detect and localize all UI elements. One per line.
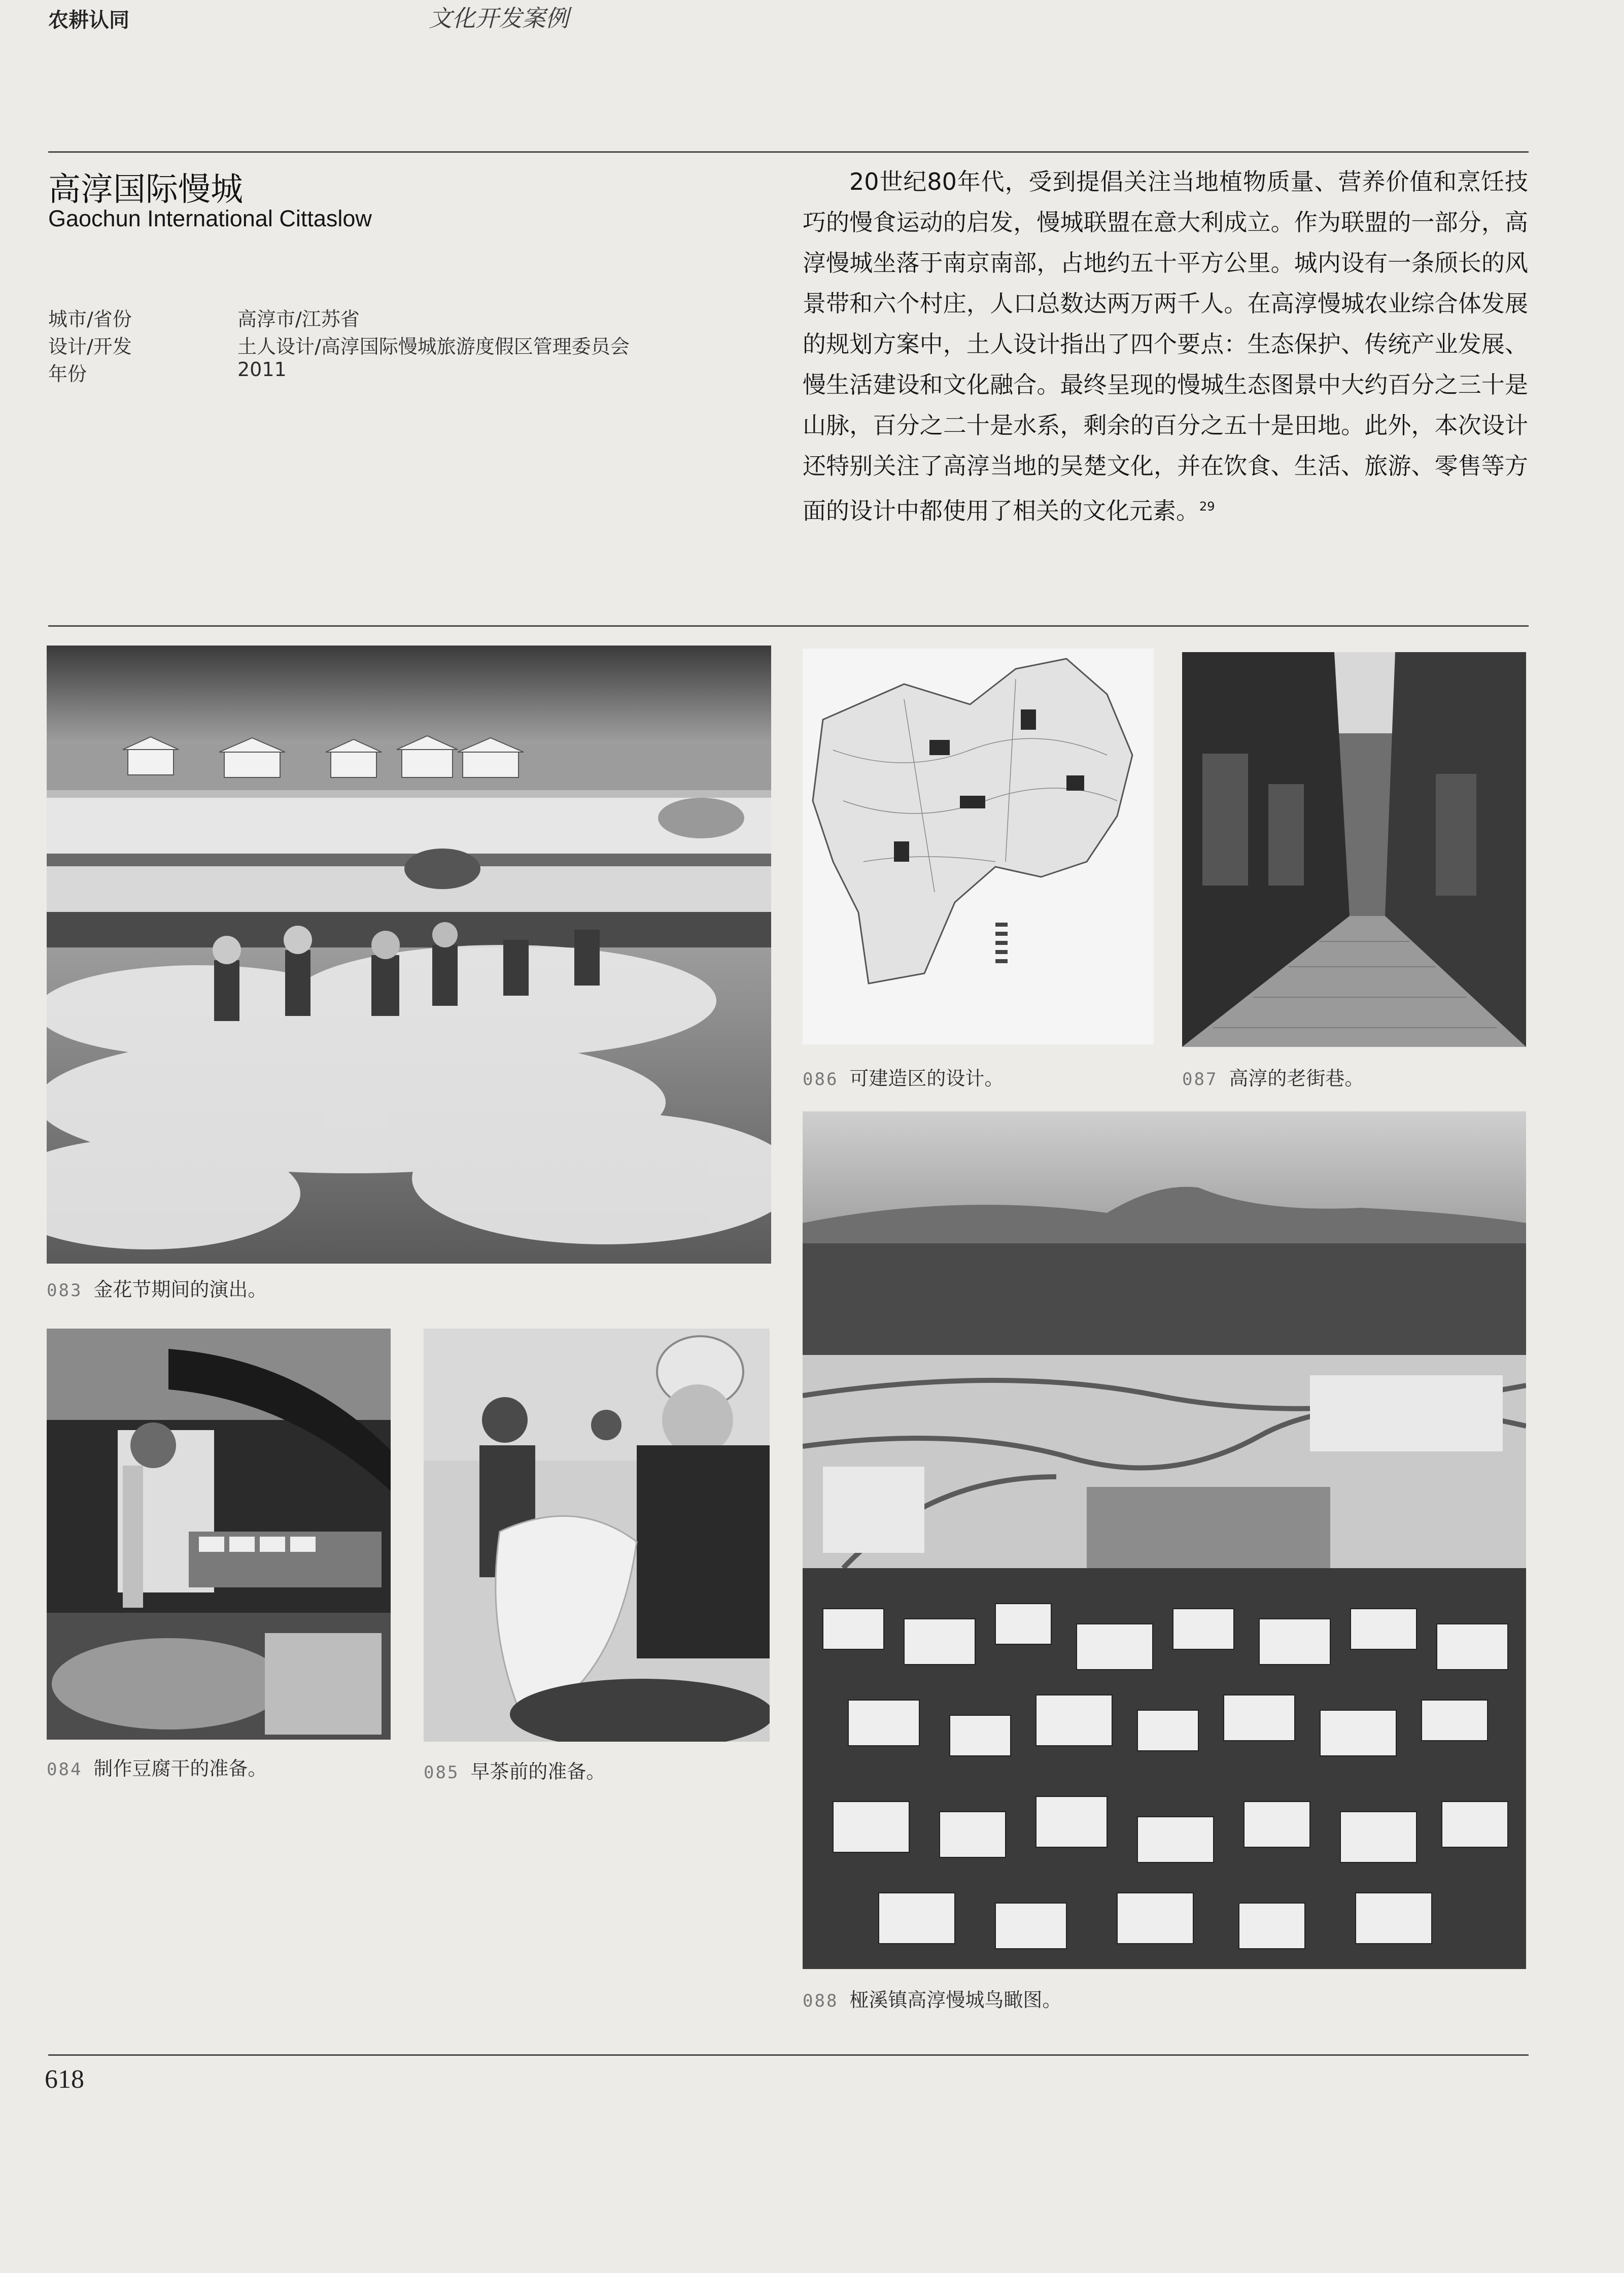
- caption-084: [47, 1753, 267, 1781]
- caption-number: 086: [803, 1069, 839, 1090]
- caption-085: [424, 1756, 605, 1784]
- photo-golden-flower-festival: [47, 646, 771, 1264]
- caption-text: 可建造区的设计。: [849, 1067, 1004, 1090]
- footnote-ref: 29: [1199, 499, 1215, 514]
- page-number: 618: [45, 2065, 84, 2094]
- caption-086: [803, 1063, 1004, 1091]
- section-title: 文化开发案例: [429, 5, 569, 32]
- caption-083: [47, 1274, 267, 1302]
- map-buildable-area-design: [803, 649, 1154, 1044]
- photo-aerial-view-yaxi: [803, 1111, 1526, 1969]
- caption-number: 083: [47, 1280, 83, 1301]
- meta-label-city: 城市/省份: [48, 308, 132, 330]
- caption-text: 早茶前的准备。: [470, 1760, 606, 1783]
- meta-value-city: 高淳市/江苏省: [237, 308, 360, 330]
- caption-text: 高淳的老街巷。: [1229, 1067, 1364, 1090]
- project-description: [803, 161, 1528, 531]
- meta-label-designer: 设计/开发: [48, 335, 132, 358]
- project-title-en: Gaochun International Cittaslow: [48, 206, 372, 231]
- project-title-cn: 高淳国际慢城: [48, 171, 243, 209]
- description-text: 20世纪80年代，受到提倡关注当地植物质量、营养价值和烹饪技巧的慢食运动的启发，慢城联盟在意大利成立。作为联盟的一部分，高淳慢城坐落于南京南部，占地约五十平方公里。城内设有一条颀长的风景带和六个村庄，人口总数达两万两千人。在高淳慢城农业综合体发展的规划方案中，土人设计指出了四个要点：生态保护、传统产业发展、慢生活建设和文化融合。最终呈现的慢城生态图景中大约百分之三十是山脉，百分之二十是水系，剩余的百分之五十是田地。此外，本次设计还特别关注了高淳当地的吴楚文化，并在饮食、生活、旅游、零售等方面的设计中都使用了相关的文化元素。: [803, 168, 1528, 525]
- caption-number: 087: [1182, 1069, 1218, 1090]
- meta-value-year: 2011: [237, 358, 287, 381]
- footer-divider: [48, 2054, 1529, 2056]
- meta-value-designer: 土人设计/高淳国际慢城旅游度假区管理委员会: [237, 335, 630, 358]
- caption-text: 桠溪镇高淳慢城鸟瞰图。: [849, 1989, 1062, 2011]
- caption-text: 金花节期间的演出。: [93, 1278, 267, 1301]
- caption-number: 084: [47, 1759, 83, 1780]
- photo-tofu-preparation: [47, 1329, 391, 1740]
- photo-morning-tea-preparation: [424, 1329, 770, 1742]
- top-divider: [48, 151, 1529, 153]
- book-title: 农耕认同: [48, 9, 129, 32]
- caption-number: 085: [424, 1762, 460, 1783]
- meta-label-year: 年份: [48, 363, 87, 385]
- section-divider: [48, 625, 1529, 627]
- caption-number: 088: [803, 1991, 839, 2011]
- caption-text: 制作豆腐干的准备。: [93, 1757, 267, 1780]
- caption-088: [803, 1984, 1061, 2012]
- caption-087: [1182, 1063, 1364, 1091]
- photo-old-street-alley: [1182, 652, 1526, 1047]
